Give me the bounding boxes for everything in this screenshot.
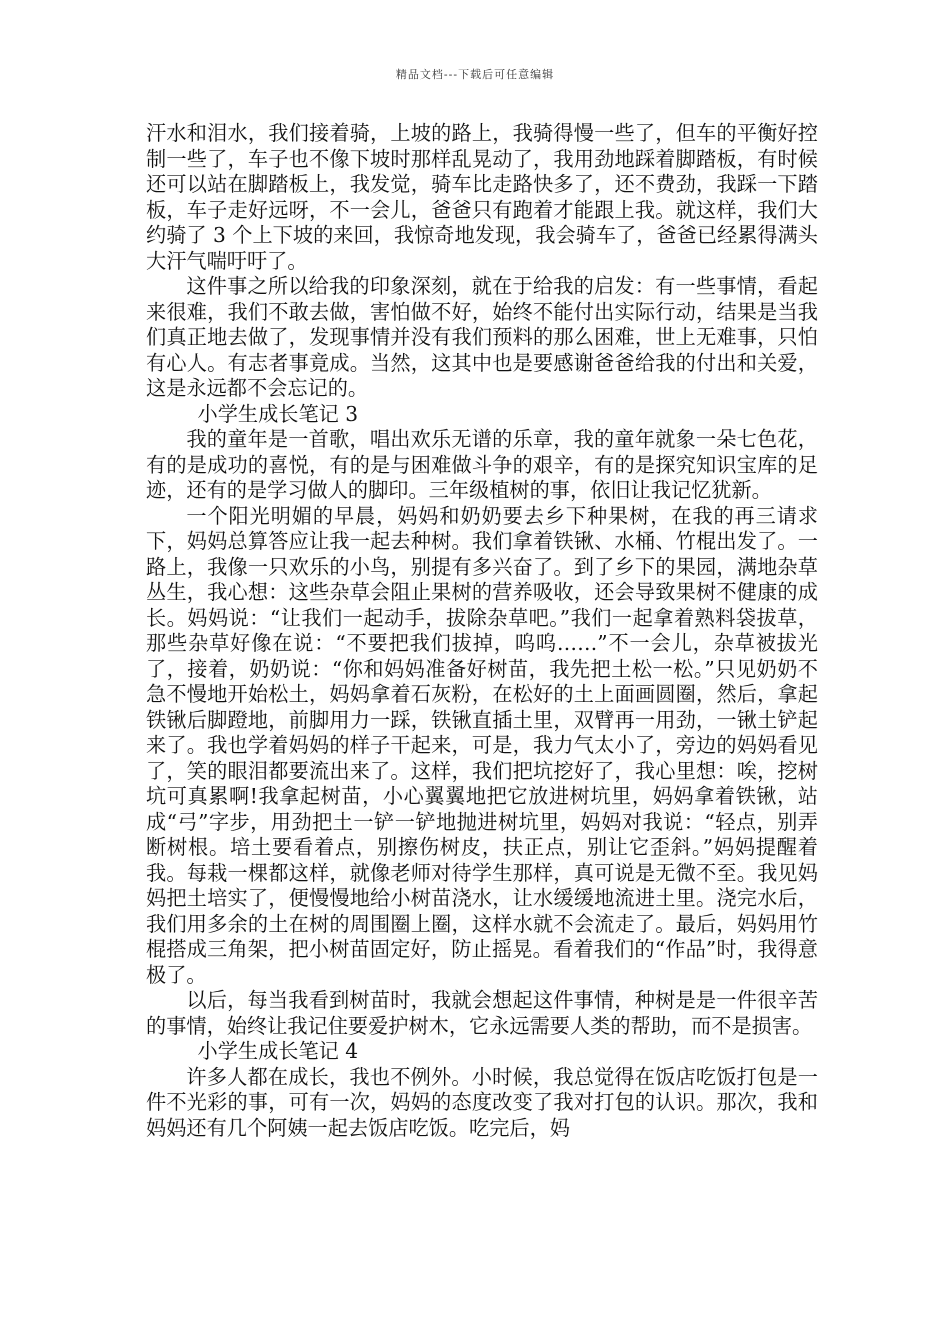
section-heading-3: 小学生成长笔记 3 — [197, 401, 359, 426]
paragraph-4: 一个阳光明媚的早晨，妈妈和奶奶要去乡下种果树，在我的再三请求下，妈妈总算答应让我一起去种树。我们拿着铁锹、水桶、竹棍出发了。一路上，我像一只欢乐的小鸟，别提有多兴奋了。到了乡下的果园，满地杂草丛生，我心想：这些杂草会阻止果树的营养吸收，还会导致果树不健康的成长。妈妈说：“让我们一起动手，拔除杂草吧。”我们一起拿着熟料袋拔草，那些杂草好像在说：“不要把我们拔掉，呜呜……”不一会儿，杂草被拔光了，接着，奶奶说：“你和妈妈准备好树苗，我先把土松一松。”只见奶奶不急不慢地开始松土，妈妈拿着石灰粉，在松好的土上面画圆圈，然后，拿起铁锹后脚蹬地，前脚用力一踩，铁锹直插土里，双臂再一用劲，一锹土铲起来了。我也学着妈妈的样子干起来，可是，我力气太小了，旁边的妈妈看见了，笑的眼泪都要流出来了。这样，我们把坑挖好了，我心里想：唉，挖树坑可真累啊!我拿起树苗，小心翼翼地把它放进树坑里，妈妈拿着铁锹，站成“弓”字步，用劲把土一铲一铲地抛进树坑里，妈妈对我说：“轻点，别弄断树根。培土要看着点，别擦伤树皮，扶正点，别让它歪斜。”妈妈提醒着我。每栽一棵都这样，就像老师对待学生那样，真可说是无微不至。我见妈妈把土培实了，便慢慢地给小树苗浇水，让水缓缓地流进土里。浇完水后，我们用多余的土在树的周围圈上圈，这样水就不会流走了。最后，妈妈用竹棍搭成三角架，把小树苗固定好，防止摇晃。看着我们的“作品”时，我得意极了。 — [146, 503, 818, 987]
section-heading-4: 小学生成长笔记 4 — [197, 1039, 359, 1063]
paragraph-1: 汗水和泪水，我们接着骑，上坡的路上，我骑得慢一些了，但车的平衡好控制一些了，车子也不像下坡时那样乱晃动了，我用劲地踩着脚踏板，有时候还可以站在脚踏板上，我发觉，骑车比走路快多了，还不费劲，我踩一下踏板，车子走好远呀，不一会儿，爸爸只有跑着才能跟上我。就这样，我们大约骑了 3 个上下坡的来回，我惊奇地发现，我会骑车了，爸爸已经累得满头大汗气喘吁吁了。 — [146, 121, 818, 273]
paragraph-3: 我的童年是一首歌，唱出欢乐无谱的乐章，我的童年就象一朵七色花，有的是成功的喜悦，有的是与困难做斗争的艰辛，有的是探究知识宝库的足迹，还有的是学习做人的脚印。三年级植树的事，依旧让我记忆犹新。 — [146, 427, 818, 502]
paragraph-5: 以后，每当我看到树苗时，我就会想起这件事情，种树是是一件很辛苦的事情，始终让我记住要爱护树木，它永远需要人类的帮助，而不是损害。 — [146, 988, 818, 1038]
page-header: 精品文档---下载后可任意编辑 — [395, 68, 555, 81]
paragraph-6: 许多人都在成长，我也不例外。小时候，我总觉得在饭店吃饭打包是一件不光彩的事，可有一次，妈妈的态度改变了我对打包的认识。那次，我和妈妈还有几个阿姨一起去饭店吃饭。吃完后，妈 — [146, 1064, 818, 1140]
paragraph-2: 这件事之所以给我的印象深刻，就在于给我的启发：有一些事情，看起来很难，我们不敢去做，害怕做不好，始终不能付出实际行动，结果是当我们真正地去做了，发现事情并没有我们预料的那么困难，世上无难事，只怕有心人。有志者事竟成。当然，这其中也是要感谢爸爸给我的付出和关爱，这是永远都不会忘记的。 — [146, 274, 818, 400]
document-body — [146, 121, 818, 1141]
